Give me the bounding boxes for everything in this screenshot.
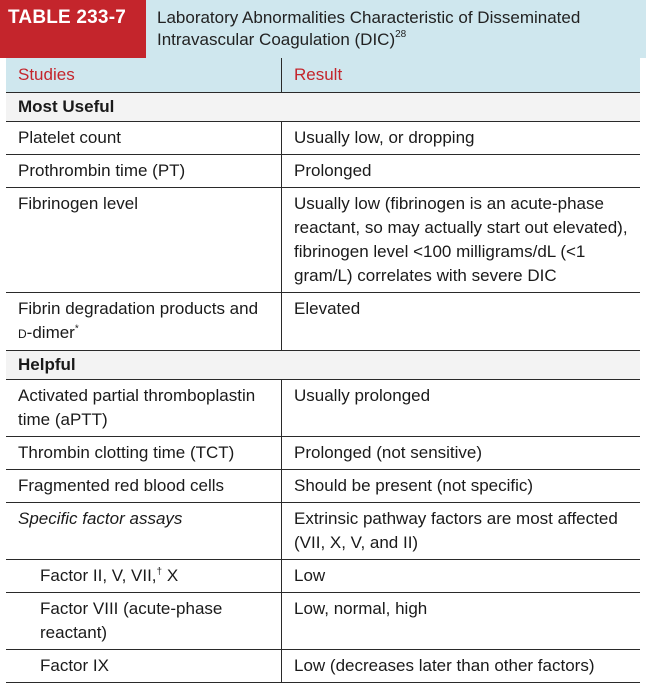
section-label: Helpful	[18, 355, 76, 374]
table-row	[6, 188, 640, 293]
result-cell: Usually prolonged	[294, 386, 431, 405]
study-cell: Prothrombin time (PT)	[6, 155, 282, 187]
study-text-smallcaps: D	[18, 327, 27, 341]
study-text-part: X	[162, 566, 179, 585]
study-cell: Thrombin clotting time (TCT)	[6, 437, 282, 469]
result-cell: Prolonged	[294, 161, 372, 180]
column-header-studies: Studies	[6, 58, 282, 92]
result-cell: Usually low (fibrinogen is an acute-phase reactant, so may actually start out elevated), fibrinogen level <100 milligrams/dL (<1 gram/L) correlates with severe DIC	[294, 194, 628, 285]
result-cell: Elevated	[294, 299, 361, 318]
footnote-mark: †	[156, 566, 163, 578]
study-text-part: Fibrin degradation products and	[18, 299, 259, 318]
study-cell: Factor VIII (acute-phase reactant)	[6, 593, 282, 649]
column-header-result: Result	[294, 65, 343, 84]
table-row	[6, 380, 640, 437]
section-most-useful	[6, 93, 640, 122]
table-row	[6, 560, 640, 593]
table-title-ref: 28	[395, 29, 407, 41]
study-text-part: -dimer	[26, 323, 75, 342]
table-row	[6, 503, 640, 560]
column-header-row	[6, 58, 640, 93]
study-text-part: Factor II, V, VII,	[40, 566, 157, 585]
result-cell: Low	[294, 566, 326, 585]
section-label: Most Useful	[18, 97, 115, 116]
result-cell: Prolonged (not sensitive)	[294, 443, 483, 462]
table-row	[6, 593, 640, 650]
section-helpful	[6, 351, 640, 380]
table-title-text: Laboratory Abnormalities Characteristic of Disseminated Intravascular Coagulation (DIC)	[157, 8, 581, 49]
table-row	[6, 293, 640, 351]
table-row	[6, 437, 640, 470]
footnote-mark: *	[74, 323, 79, 335]
result-cell: Usually low, or dropping	[294, 128, 475, 147]
table-row	[6, 650, 640, 683]
table-header	[0, 0, 646, 58]
study-cell: Fibrinogen level	[6, 188, 282, 292]
table-row	[6, 470, 640, 503]
table-row	[6, 122, 640, 155]
table-number-tag	[0, 0, 146, 58]
result-cell: Should be present (not specific)	[294, 476, 534, 495]
study-cell: Fragmented red blood cells	[6, 470, 282, 502]
study-cell: Factor IX	[6, 650, 282, 682]
table-title	[157, 7, 637, 51]
study-cell	[6, 560, 282, 592]
data-table	[6, 58, 640, 683]
table-row	[6, 155, 640, 188]
result-cell: Extrinsic pathway factors are most affected (VII, X, V, and II)	[294, 509, 618, 552]
result-cell: Low, normal, high	[294, 599, 428, 618]
result-cell: Low (decreases later than other factors)	[294, 656, 595, 675]
table-number: TABLE 233-7	[8, 7, 126, 28]
study-cell: Activated partial thromboplastin time (aPTT)	[6, 380, 282, 436]
study-cell: Specific factor assays	[6, 503, 282, 559]
study-cell	[6, 293, 282, 350]
study-cell: Platelet count	[6, 122, 282, 154]
